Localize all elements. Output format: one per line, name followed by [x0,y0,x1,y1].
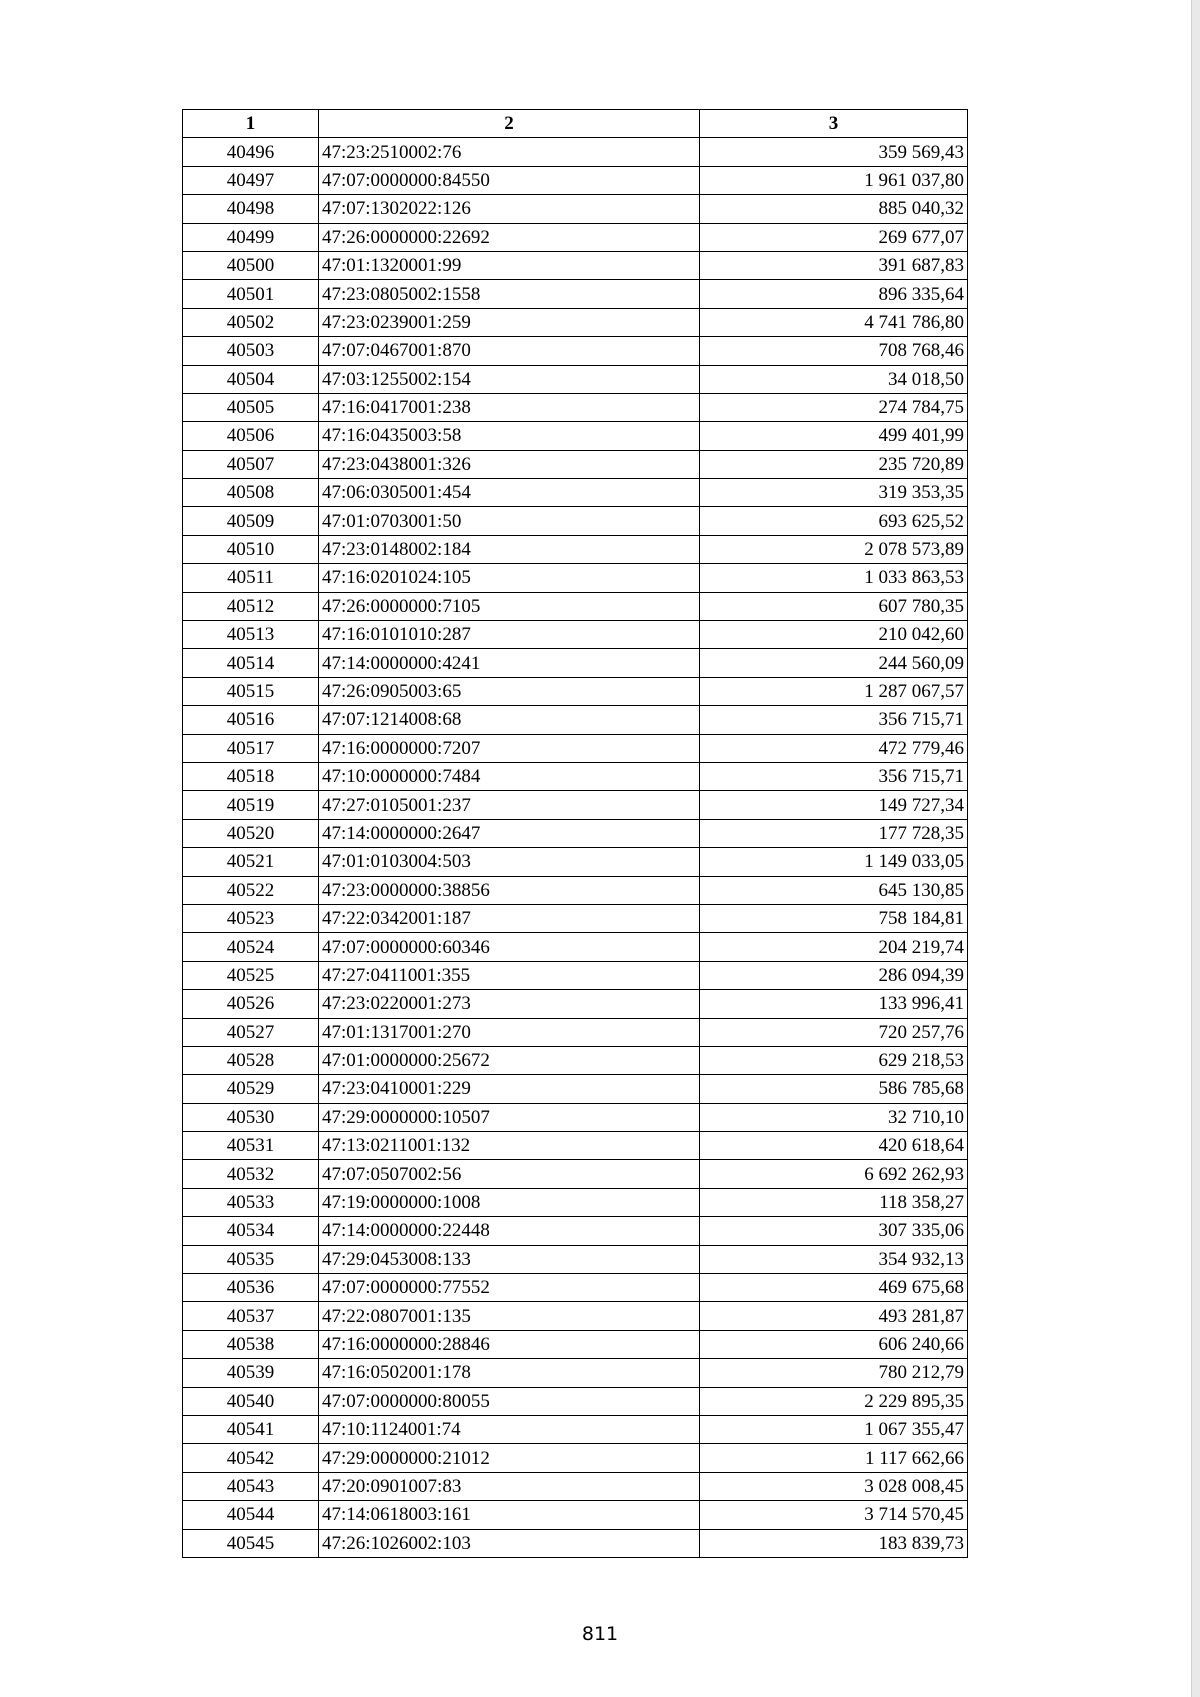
cadastral-number-cell: 47:23:2510002:76 [319,138,700,166]
table-row [183,592,968,620]
row-number-cell: 40516 [183,706,319,734]
table-row [183,450,968,478]
table-header [183,110,968,138]
row-number-cell: 40520 [183,819,319,847]
row-number-cell: 40522 [183,876,319,904]
value-cell: 629 218,53 [700,1046,968,1074]
cadastral-number-cell: 47:07:1214008:68 [319,706,700,734]
table-row [183,904,968,932]
row-number-cell: 40508 [183,479,319,507]
table-row [183,1274,968,1302]
cadastral-number-cell: 47:27:0411001:355 [319,961,700,989]
table-row [183,734,968,762]
row-number-cell: 40544 [183,1501,319,1529]
cadastral-number-cell: 47:16:0101010:287 [319,621,700,649]
row-number-cell: 40531 [183,1132,319,1160]
value-cell: 6 692 262,93 [700,1160,968,1188]
cadastral-number-cell: 47:14:0618003:161 [319,1501,700,1529]
value-cell: 210 042,60 [700,621,968,649]
table-row [183,138,968,166]
value-cell: 269 677,07 [700,223,968,251]
row-number-cell: 40540 [183,1387,319,1415]
cadastral-number-cell: 47:16:0201024:105 [319,564,700,592]
value-cell: 645 130,85 [700,876,968,904]
table-row [183,1330,968,1358]
cadastral-number-cell: 47:01:1317001:270 [319,1018,700,1046]
row-number-cell: 40541 [183,1415,319,1443]
value-cell: 758 184,81 [700,904,968,932]
row-number-cell: 40509 [183,507,319,535]
cadastral-number-cell: 47:20:0901007:83 [319,1472,700,1500]
row-number-cell: 40505 [183,393,319,421]
cadastral-number-cell: 47:07:0507002:56 [319,1160,700,1188]
row-number-cell: 40526 [183,990,319,1018]
row-number-cell: 40532 [183,1160,319,1188]
value-cell: 183 839,73 [700,1529,968,1557]
value-cell: 1 033 863,53 [700,564,968,592]
table-row [183,564,968,592]
header-row [183,110,968,138]
value-cell: 1 149 033,05 [700,848,968,876]
value-cell: 885 040,32 [700,195,968,223]
value-cell: 1 067 355,47 [700,1415,968,1443]
table-row [183,819,968,847]
value-cell: 1 961 037,80 [700,166,968,194]
cadastral-number-cell: 47:03:1255002:154 [319,365,700,393]
header-col-1: 1 [183,110,319,138]
row-number-cell: 40511 [183,564,319,592]
value-cell: 606 240,66 [700,1330,968,1358]
table-row [183,990,968,1018]
cadastral-number-cell: 47:16:0417001:238 [319,393,700,421]
row-number-cell: 40528 [183,1046,319,1074]
table-row [183,1132,968,1160]
value-cell: 3 028 008,45 [700,1472,968,1500]
value-cell: 780 212,79 [700,1359,968,1387]
value-cell: 235 720,89 [700,450,968,478]
row-number-cell: 40515 [183,677,319,705]
value-cell: 708 768,46 [700,337,968,365]
value-cell: 499 401,99 [700,422,968,450]
table-row [183,1046,968,1074]
table-row [183,1472,968,1500]
table-row [183,1415,968,1443]
value-cell: 586 785,68 [700,1075,968,1103]
header-col-3: 3 [700,110,968,138]
table-row [183,535,968,563]
row-number-cell: 40518 [183,762,319,790]
value-cell: 149 727,34 [700,791,968,819]
table-row [183,1302,968,1330]
value-cell: 177 728,35 [700,819,968,847]
row-number-cell: 40513 [183,621,319,649]
value-cell: 359 569,43 [700,138,968,166]
cadastral-number-cell: 47:07:0000000:84550 [319,166,700,194]
row-number-cell: 40504 [183,365,319,393]
table-row [183,621,968,649]
cadastral-number-cell: 47:23:0805002:1558 [319,280,700,308]
table-row [183,876,968,904]
value-cell: 286 094,39 [700,961,968,989]
cadastral-number-cell: 47:10:1124001:74 [319,1415,700,1443]
cadastral-number-cell: 47:22:0807001:135 [319,1302,700,1330]
table-row [183,1075,968,1103]
value-cell: 1 117 662,66 [700,1444,968,1472]
value-cell: 244 560,09 [700,649,968,677]
cadastral-number-cell: 47:23:0148002:184 [319,535,700,563]
value-cell: 693 625,52 [700,507,968,535]
cadastral-number-cell: 47:26:1026002:103 [319,1529,700,1557]
cadastral-number-cell: 47:16:0000000:28846 [319,1330,700,1358]
cadastral-number-cell: 47:07:0467001:870 [319,337,700,365]
page-number: 811 [581,1623,619,1645]
cadastral-number-cell: 47:01:0103004:503 [319,848,700,876]
table-row [183,166,968,194]
cadastral-number-cell: 47:23:0410001:229 [319,1075,700,1103]
row-number-cell: 40542 [183,1444,319,1472]
table-row [183,1188,968,1216]
table-row [183,337,968,365]
page-edge [1191,0,1200,1697]
cadastral-number-cell: 47:29:0000000:10507 [319,1103,700,1131]
value-cell: 493 281,87 [700,1302,968,1330]
row-number-cell: 40501 [183,280,319,308]
table-row [183,677,968,705]
row-number-cell: 40514 [183,649,319,677]
row-number-cell: 40539 [183,1359,319,1387]
row-number-cell: 40530 [183,1103,319,1131]
table-row [183,308,968,336]
table-row [183,195,968,223]
value-cell: 607 780,35 [700,592,968,620]
cadastral-number-cell: 47:23:0239001:259 [319,308,700,336]
table-row [183,422,968,450]
row-number-cell: 40519 [183,791,319,819]
row-number-cell: 40496 [183,138,319,166]
value-cell: 469 675,68 [700,1274,968,1302]
cadastral-number-cell: 47:26:0000000:7105 [319,592,700,620]
table-row [183,223,968,251]
cadastral-number-cell: 47:07:0000000:80055 [319,1387,700,1415]
row-number-cell: 40545 [183,1529,319,1557]
cadastral-number-cell: 47:23:0220001:273 [319,990,700,1018]
cadastral-number-cell: 47:10:0000000:7484 [319,762,700,790]
value-cell: 133 996,41 [700,990,968,1018]
table-row [183,365,968,393]
cadastral-number-cell: 47:14:0000000:22448 [319,1217,700,1245]
row-number-cell: 40507 [183,450,319,478]
cadastral-number-cell: 47:29:0000000:21012 [319,1444,700,1472]
row-number-cell: 40538 [183,1330,319,1358]
value-cell: 472 779,46 [700,734,968,762]
cadastral-number-cell: 47:16:0000000:7207 [319,734,700,762]
cadastral-number-cell: 47:01:0703001:50 [319,507,700,535]
row-number-cell: 40524 [183,933,319,961]
value-cell: 4 741 786,80 [700,308,968,336]
cadastral-number-cell: 47:14:0000000:4241 [319,649,700,677]
cadastral-number-cell: 47:07:0000000:77552 [319,1274,700,1302]
cadastral-number-cell: 47:13:0211001:132 [319,1132,700,1160]
row-number-cell: 40510 [183,535,319,563]
cadastral-number-cell: 47:26:0000000:22692 [319,223,700,251]
row-number-cell: 40543 [183,1472,319,1500]
cadastral-number-cell: 47:22:0342001:187 [319,904,700,932]
row-number-cell: 40500 [183,251,319,279]
value-cell: 34 018,50 [700,365,968,393]
cadastral-number-cell: 47:16:0435003:58 [319,422,700,450]
table-body [183,138,968,1558]
table-row [183,1529,968,1557]
row-number-cell: 40534 [183,1217,319,1245]
value-cell: 204 219,74 [700,933,968,961]
row-number-cell: 40517 [183,734,319,762]
table-row [183,251,968,279]
row-number-cell: 40527 [183,1018,319,1046]
value-cell: 896 335,64 [700,280,968,308]
table-row [183,848,968,876]
table-row [183,1160,968,1188]
table-row [183,393,968,421]
row-number-cell: 40503 [183,337,319,365]
table-row [183,961,968,989]
row-number-cell: 40506 [183,422,319,450]
value-cell: 32 710,10 [700,1103,968,1131]
table-row [183,1444,968,1472]
value-cell: 307 335,06 [700,1217,968,1245]
cadastral-number-cell: 47:29:0453008:133 [319,1245,700,1273]
table-row [183,1217,968,1245]
value-cell: 1 287 067,57 [700,677,968,705]
row-number-cell: 40512 [183,592,319,620]
value-cell: 720 257,76 [700,1018,968,1046]
row-number-cell: 40499 [183,223,319,251]
row-number-cell: 40535 [183,1245,319,1273]
row-number-cell: 40523 [183,904,319,932]
table-row [183,706,968,734]
table-row [183,1245,968,1273]
table-row [183,280,968,308]
table-row [183,1387,968,1415]
value-cell: 2 078 573,89 [700,535,968,563]
table-row [183,1359,968,1387]
cadastral-number-cell: 47:01:0000000:25672 [319,1046,700,1074]
cadastral-number-cell: 47:07:0000000:60346 [319,933,700,961]
value-cell: 274 784,75 [700,393,968,421]
table-row [183,791,968,819]
row-number-cell: 40533 [183,1188,319,1216]
table-row [183,1018,968,1046]
table-row [183,1103,968,1131]
row-number-cell: 40521 [183,848,319,876]
row-number-cell: 40536 [183,1274,319,1302]
table-row [183,933,968,961]
cadastral-number-cell: 47:27:0105001:237 [319,791,700,819]
table-row [183,649,968,677]
value-cell: 2 229 895,35 [700,1387,968,1415]
row-number-cell: 40537 [183,1302,319,1330]
cadastral-number-cell: 47:07:1302022:126 [319,195,700,223]
table-row [183,762,968,790]
value-cell: 356 715,71 [700,762,968,790]
cadastral-number-cell: 47:16:0502001:178 [319,1359,700,1387]
table-row [183,479,968,507]
value-cell: 356 715,71 [700,706,968,734]
cadastral-number-cell: 47:23:0000000:38856 [319,876,700,904]
value-cell: 420 618,64 [700,1132,968,1160]
value-cell: 391 687,83 [700,251,968,279]
value-cell: 319 353,35 [700,479,968,507]
cadastral-number-cell: 47:01:1320001:99 [319,251,700,279]
header-col-2: 2 [319,110,700,138]
cadastral-number-cell: 47:26:0905003:65 [319,677,700,705]
table-row [183,507,968,535]
cadastral-number-cell: 47:23:0438001:326 [319,450,700,478]
value-cell: 3 714 570,45 [700,1501,968,1529]
cadastral-number-cell: 47:06:0305001:454 [319,479,700,507]
row-number-cell: 40502 [183,308,319,336]
data-table [182,109,968,1558]
row-number-cell: 40529 [183,1075,319,1103]
row-number-cell: 40498 [183,195,319,223]
row-number-cell: 40525 [183,961,319,989]
table-row [183,1501,968,1529]
value-cell: 118 358,27 [700,1188,968,1216]
cadastral-number-cell: 47:14:0000000:2647 [319,819,700,847]
cadastral-number-cell: 47:19:0000000:1008 [319,1188,700,1216]
row-number-cell: 40497 [183,166,319,194]
value-cell: 354 932,13 [700,1245,968,1273]
